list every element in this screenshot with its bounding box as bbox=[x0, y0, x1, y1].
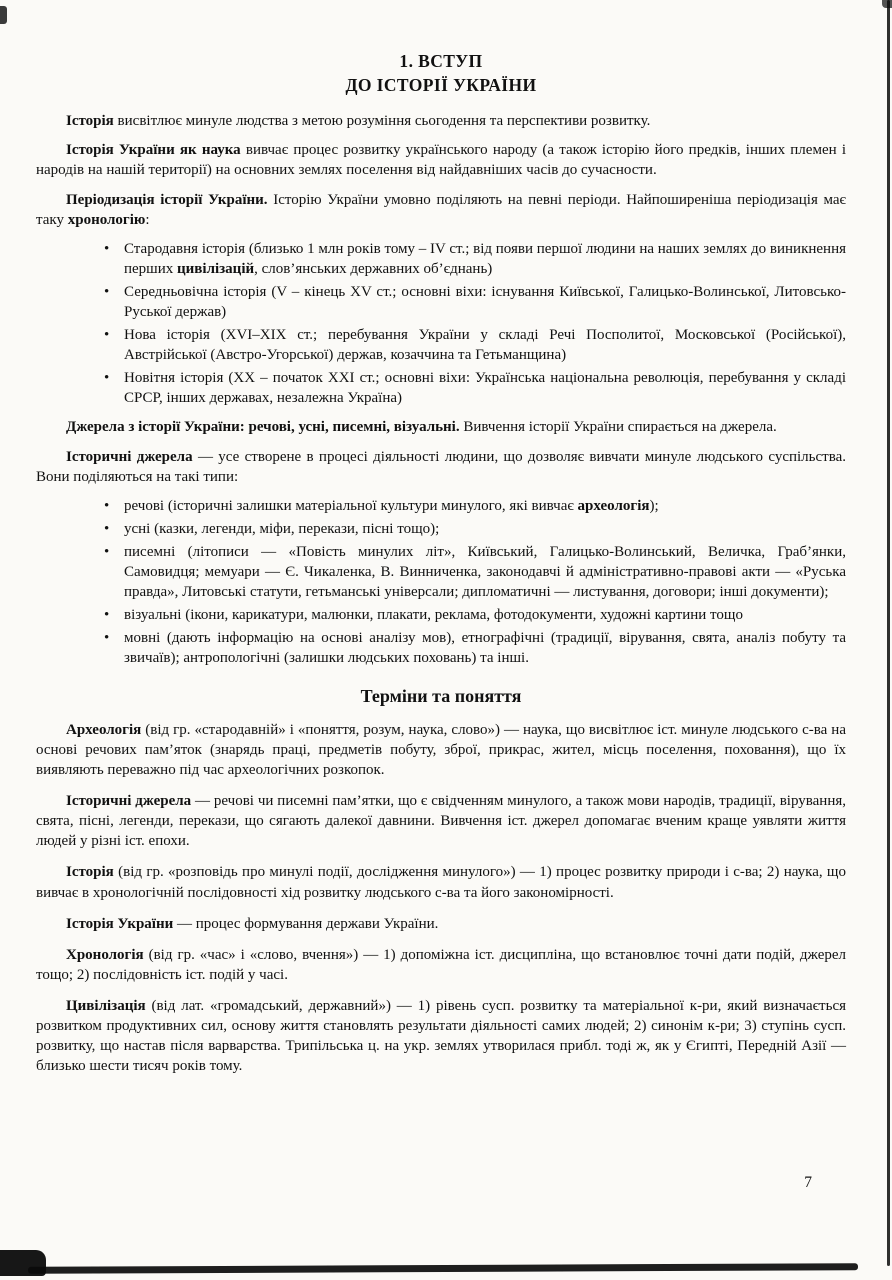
section-heading: Терміни та поняття bbox=[360, 685, 522, 706]
bullet-list bbox=[36, 239, 846, 409]
bold-text: Історія України bbox=[66, 915, 174, 932]
term-paragraph: Хронологія (від гр. «час» і «слово, вчення») — 1) допоміжна іст. дисципліна, що встановлює точні дати подій, джерел тощо; 2) послідовність іст. подій у часі. bbox=[36, 946, 846, 983]
page-title-line: 1. ВСТУП bbox=[399, 51, 483, 71]
scan-artifact-bottom-left-corner bbox=[0, 1250, 46, 1276]
bullet-item: • речові (історичні залишки матеріальної культури минулого, які вивчає археологія); bbox=[98, 496, 846, 516]
bold-text: Історія України як наука bbox=[66, 142, 241, 159]
bold-text: Історичні джерела bbox=[66, 793, 192, 810]
bold-text: хронологію bbox=[67, 211, 146, 228]
bold-text: Історія bbox=[66, 113, 114, 130]
bold-text: Історія bbox=[66, 864, 114, 881]
page-title bbox=[36, 50, 846, 97]
bold-text: Хронологія bbox=[66, 946, 144, 963]
bold-text: цивілізацій bbox=[177, 260, 255, 277]
page-content bbox=[36, 50, 846, 1087]
scan-artifact-top-right-corner bbox=[882, 0, 892, 8]
paragraph: Періодизація історії України. Історію України умовно поділяють на певні періоди. Найпоширеніша періодизація має таку хронологію: bbox=[36, 191, 846, 228]
bullet-item: • усні (казки, легенди, міфи, перекази, пісні тощо); bbox=[98, 519, 846, 539]
term-paragraph: Археологія (від гр. «стародавній» і «поняття, розум, наука, слово») — наука, що висвітлює іст. минуле людського с-ва на основі речових пам’яток (знарядь праці, предметів побуту, зброї, прикрас, жител, місць поселення, поховання), що їх виявляють переважно під час археологічних розкопок. bbox=[36, 721, 846, 779]
bold-text: археологія bbox=[577, 497, 650, 514]
bold-text: Археологія bbox=[66, 721, 142, 738]
term-paragraph: Історія України — процес формування держави України. bbox=[66, 915, 439, 932]
paragraph: Джерела з історії України: речові, усні, писемні, візуальні. Вивчення історії України спирається на джерела. bbox=[66, 419, 777, 436]
bullet-item: • Стародавня історія (близько 1 млн років тому – IV ст.; від появи першої людини на наших землях до виникнення перших цивілізацій, слов’янських державних об’єднань) bbox=[98, 239, 846, 279]
scan-artifact-top-left-corner bbox=[0, 6, 7, 24]
page-number: 7 bbox=[804, 1174, 812, 1191]
scan-artifact-right-edge bbox=[887, 0, 890, 1266]
term-paragraph: Цивілізація (від лат. «громадський, державний») — 1) рівень сусп. розвитку та матеріальної к-ри, який визначається розвитком продуктивних сил, основу життя становлять результати діяльності самих людей; 2) синонім к-ри; 3) ступінь сусп. розвитку, що настав після варварства. Трипільська ц. на укр. землях утворилася прибл. тоді ж, як у Єгипті, Передній Азії — близько шести тисяч років тому. bbox=[36, 997, 846, 1075]
bold-text: Періодизація історії України. bbox=[66, 191, 268, 208]
bullet-item: • Нова історія (XVI–XIX ст.; перебування України у складі Речі Посполитої, Московської (Російської), Австрійської (Австро-Угорської) держав, козаччина та Гетьманщина) bbox=[98, 325, 846, 365]
paragraph: Історія України як наука вивчає процес розвитку українського народу (а також історію його предків, інших племен і народів на нашій території) на основних землях поселення від найдавніших часів до сучасности. bbox=[36, 142, 846, 179]
page-title-line: ДО ІСТОРІЇ УКРАЇНИ bbox=[345, 74, 537, 95]
term-paragraph: Історія (від гр. «розповідь про минулі події, дослідження минулого») — 1) процес розвитку природи і с-ва; 2) наука, що вивчає в хронологічній послідовності хід розвитку людського с-ва та його закономірності. bbox=[36, 864, 846, 901]
bold-text: Джерела з історії України: речові, усні, писемні, візуальні. bbox=[66, 419, 460, 436]
bullet-list bbox=[36, 496, 846, 669]
bullet-item: • візуальні (ікони, карикатури, малюнки, плакати, реклама, фотодокументи, художні картини тощо bbox=[98, 605, 846, 625]
paragraph: Історія висвітлює минуле людства з метою розуміння сьогодення та перспективи розвитку. bbox=[66, 113, 651, 130]
bullet-item: • писемні (літописи — «Повість минулих літ», Київський, Галицько-Волинський, Величка, Граб’янки, Самовидця; мемуари — Є. Чикаленка, В. Винниченка, законодавчі й адміністративно-правові акти — «Руська правда», Литовські статути, гетьманські універсали; дипломатичні — листування, договори; інші документи); bbox=[98, 542, 846, 602]
paragraph: Історичні джерела — усе створене в процесі діяльності людини, що дозволяє вивчати минуле людського суспільства. Вони поділяються на такі типи: bbox=[36, 448, 847, 485]
bold-text: Історичні джерела bbox=[66, 448, 193, 465]
bold-text: Цивілізація bbox=[66, 997, 146, 1014]
term-paragraph: Історичні джерела — речові чи писемні пам’ятки, що є свідченням минулого, а також мови народів, традиції, вірування, свята, пісні, легенди, перекази, що сягають далекої давнини. Вивчення іст. джерел допомагає вченим краще уявляти життя людей у різні іст. епохи. bbox=[36, 793, 846, 850]
bullet-item: • Новітня історія (XX – початок XXI ст.; основні віхи: Українська національна революція, перебування у складі СРСР, інших державах, незалежна Україна) bbox=[98, 368, 846, 408]
bullet-item: • Середньовічна історія (V – кінець XV ст.; основні віхи: існування Київської, Галицько-Волинської, Литовсько-Руської держав) bbox=[98, 282, 846, 322]
scan-artifact-bottom-edge bbox=[28, 1263, 858, 1274]
bullet-item: • мовні (дають інформацію на основі аналізу мов), етнографічні (традиції, вірування, свята, аналіз побуту та звичаїв); антропологічні (залишки людських поховань) та інші. bbox=[98, 628, 846, 668]
